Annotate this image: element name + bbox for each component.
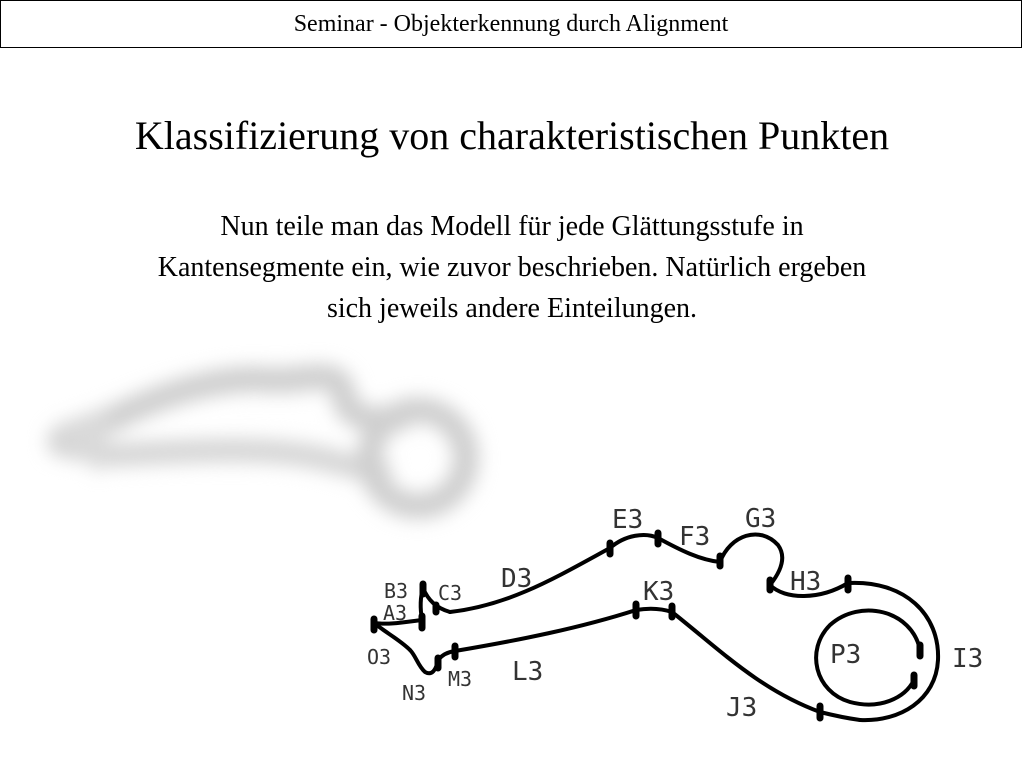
- label-i3: I3: [952, 644, 984, 674]
- segment-k3: [636, 609, 672, 612]
- label-m3: M3: [448, 667, 473, 691]
- segment-l3: [455, 610, 636, 651]
- contour-lines: [374, 534, 938, 720]
- label-b3: B3: [384, 579, 409, 603]
- label-e3: E3: [612, 505, 644, 535]
- label-c3: C3: [438, 581, 463, 605]
- label-p3: P3: [830, 640, 862, 670]
- label-f3: F3: [679, 522, 711, 552]
- segment-g3: [720, 534, 782, 585]
- label-j3: J3: [726, 693, 758, 723]
- slide-body-text: [62, 206, 962, 329]
- header-title: Seminar - Objekterkennung durch Alignment: [293, 10, 729, 37]
- label-d3: D3: [501, 564, 533, 594]
- label-h3: H3: [790, 567, 822, 597]
- label-k3: K3: [643, 577, 675, 607]
- label-a3: A3: [383, 601, 408, 625]
- segment-j3: [820, 712, 860, 720]
- label-g3: G3: [745, 504, 777, 534]
- body-line-3: sich jeweils andere Einteilungen.: [326, 293, 698, 324]
- label-n3: N3: [402, 681, 427, 705]
- body-line-1: Nun teile man das Modell für jede Glättungsstufe in: [220, 211, 804, 242]
- blurred-model-shape: [55, 377, 466, 506]
- body-line-2: Kantensegmente ein, wie zuvor beschrieben. Natürlich ergeben: [157, 252, 867, 283]
- slide-header: [0, 0, 1022, 48]
- segment-n3: [410, 650, 438, 673]
- label-l3: L3: [512, 657, 544, 687]
- segment-e3: [610, 535, 658, 548]
- slide-title: Klassifizierung von charakteristischen Punkten: [134, 113, 890, 158]
- segmentation-figure: [0, 340, 1024, 768]
- label-o3: O3: [367, 645, 392, 669]
